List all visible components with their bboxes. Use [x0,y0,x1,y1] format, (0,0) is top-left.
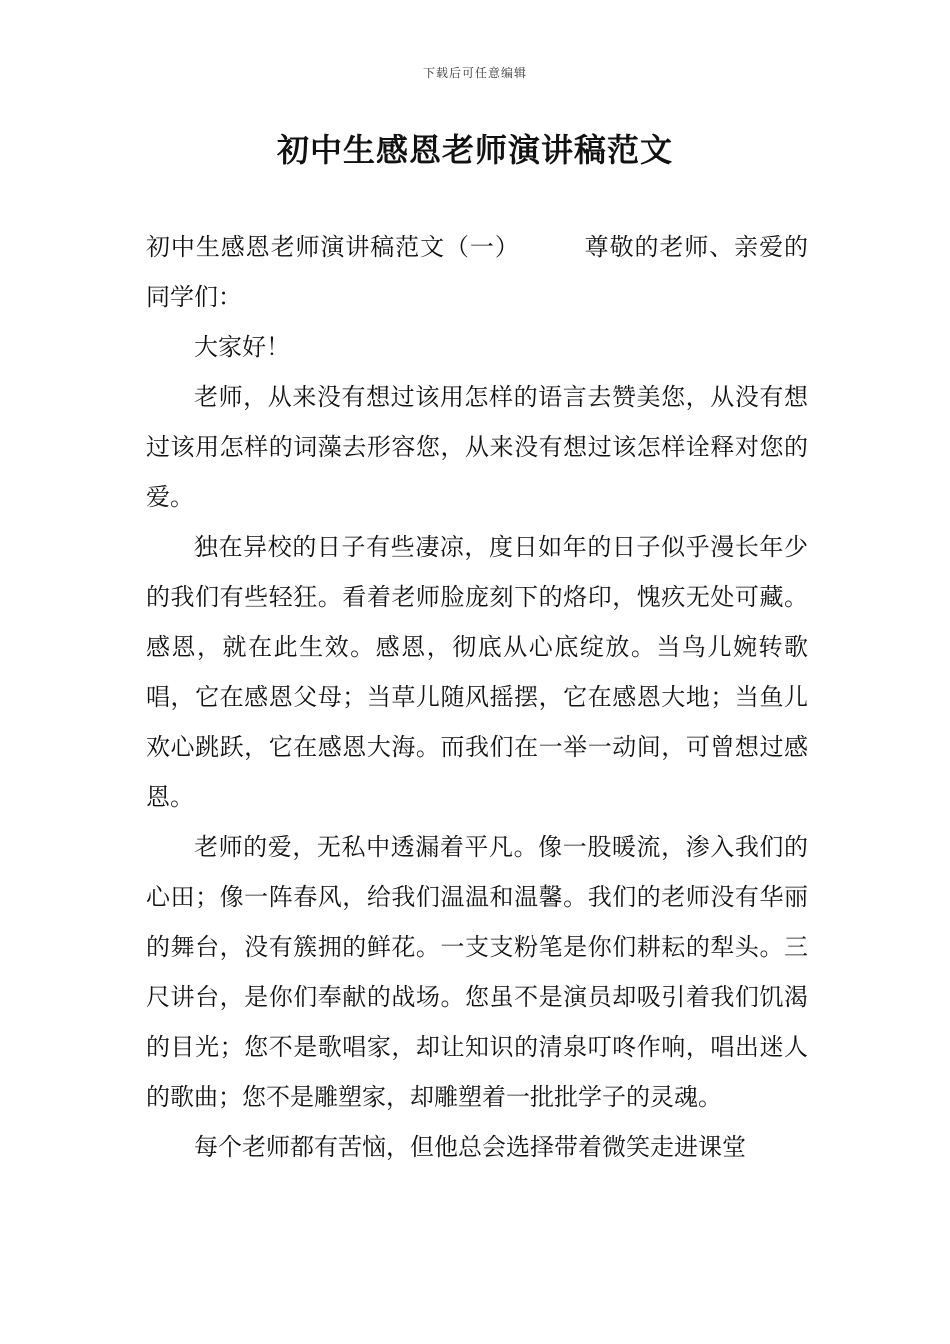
header-note: 下载后可任意编辑 [422,66,527,80]
paragraph-3: 老师的爱，无私中透漏着平凡。像一股暖流，渗入我们的心田；像一阵春风，给我们温温和温馨。我们的老师没有华丽的舞台，没有簇拥的鲜花。一支支粉笔是你们耕耘的犁头。三尺讲台，是你们奉献的战场。您虽不是演员却吸引着我们饥渴的目光；您不是歌唱家，却让知识的清泉叮咚作响，唱出迷人的歌曲；您不是雕塑家，却雕塑着一批批学子的灵魂。 [146,833,808,1111]
intro-paragraph [146,222,808,322]
paragraph-1: 老师，从来没有想过该用怎样的语言去赞美您，从没有想过该用怎样的词藻去形容您，从来没有想过该怎样诠释对您的爱。 [146,383,808,511]
document-body [146,222,808,1172]
paragraph-2: 独在异校的日子有些凄凉，度日如年的日子似乎漫长年少的我们有些轻狂。看着老师脸庞刻下的烙印，愧疚无处可藏。感恩，就在此生效。感恩，彻底从心底绽放。当鸟儿婉转歌唱，它在感恩父母；当草儿随风摇摆，它在感恩大地；当鱼儿欢心跳跃，它在感恩大海。而我们在一举一动间，可曾想过感恩。 [146,533,808,811]
paragraph-greeting: 大家好！ [194,333,290,361]
document-title: 初中生感恩老师演讲稿范文 [276,131,673,169]
part-label: 初中生感恩老师演讲稿范文（一） [146,233,520,261]
paragraph-4: 每个老师都有苦恼，但他总会选择带着微笑走进课堂 [194,1133,746,1161]
salutation: 尊敬的老师、亲爱的同学们： [146,233,808,311]
